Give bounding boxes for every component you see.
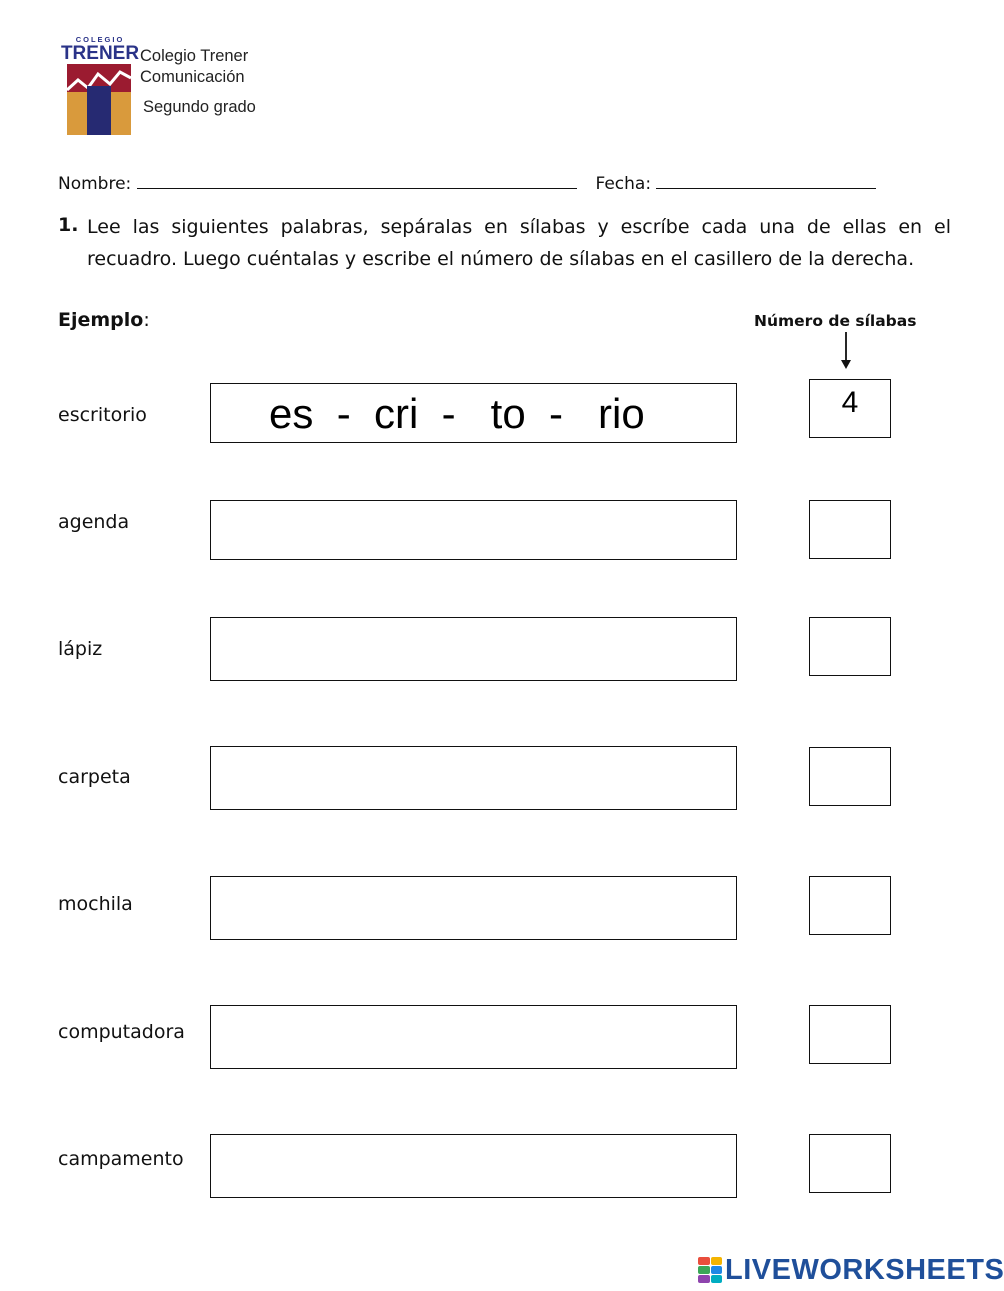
liveworksheets-brand bbox=[698, 1255, 1004, 1285]
school-name: Colegio Trener bbox=[140, 47, 249, 65]
word-label: lápiz bbox=[58, 638, 103, 660]
liveworksheets-logo-icon bbox=[698, 1257, 722, 1283]
count-input[interactable] bbox=[809, 500, 891, 559]
logo-text: TRENER bbox=[60, 43, 140, 64]
school-logo bbox=[60, 34, 140, 136]
example-count-box[interactable] bbox=[809, 379, 891, 438]
date-label: Fecha: bbox=[595, 174, 652, 194]
word-label: campamento bbox=[58, 1148, 184, 1170]
count-input[interactable] bbox=[809, 617, 891, 676]
example-word: escritorio bbox=[58, 404, 147, 426]
syllable-input[interactable] bbox=[210, 1134, 737, 1198]
school-info bbox=[140, 46, 248, 88]
count-input[interactable] bbox=[809, 1134, 891, 1193]
grade-label: Segundo grado bbox=[143, 98, 256, 116]
syllable-input[interactable] bbox=[210, 876, 737, 940]
count-input[interactable] bbox=[809, 747, 891, 806]
example-heading: Ejemplo: bbox=[58, 309, 150, 331]
count-input[interactable] bbox=[809, 876, 891, 935]
word-label: mochila bbox=[58, 893, 133, 915]
name-label: Nombre: bbox=[58, 174, 132, 194]
example-count: 4 bbox=[841, 386, 859, 419]
word-label: carpeta bbox=[58, 766, 131, 788]
example-label: Ejemplo bbox=[58, 309, 144, 331]
name-field[interactable] bbox=[137, 172, 577, 189]
date-field[interactable] bbox=[656, 172, 876, 189]
word-label: computadora bbox=[58, 1021, 185, 1043]
syllable-input[interactable] bbox=[210, 617, 737, 681]
syllable-input[interactable] bbox=[210, 746, 737, 810]
example-syllable-box[interactable] bbox=[210, 383, 737, 443]
instruction-text: Lee las siguientes palabras, sepáralas en sílabas y escríbe cada una de ellas en el recuadro. Luego cuéntalas y escribe el número de sílabas en el casillero de la derecha. bbox=[87, 216, 951, 270]
subject-name: Comunicación bbox=[140, 68, 245, 86]
logo-text-top: COLEGIO bbox=[75, 35, 125, 44]
count-input[interactable] bbox=[809, 1005, 891, 1064]
down-arrow-icon bbox=[838, 332, 854, 370]
syllable-count-header: Número de sílabas bbox=[754, 312, 917, 330]
example-syllables: es - cri - to - rio bbox=[269, 390, 645, 437]
syllable-input[interactable] bbox=[210, 1005, 737, 1069]
instruction-number: 1. bbox=[58, 214, 79, 236]
name-date-line bbox=[58, 172, 876, 194]
word-label: agenda bbox=[58, 511, 130, 533]
syllable-input[interactable] bbox=[210, 500, 737, 560]
brand-text: LIVEWORKSHEETS bbox=[725, 1253, 1004, 1286]
